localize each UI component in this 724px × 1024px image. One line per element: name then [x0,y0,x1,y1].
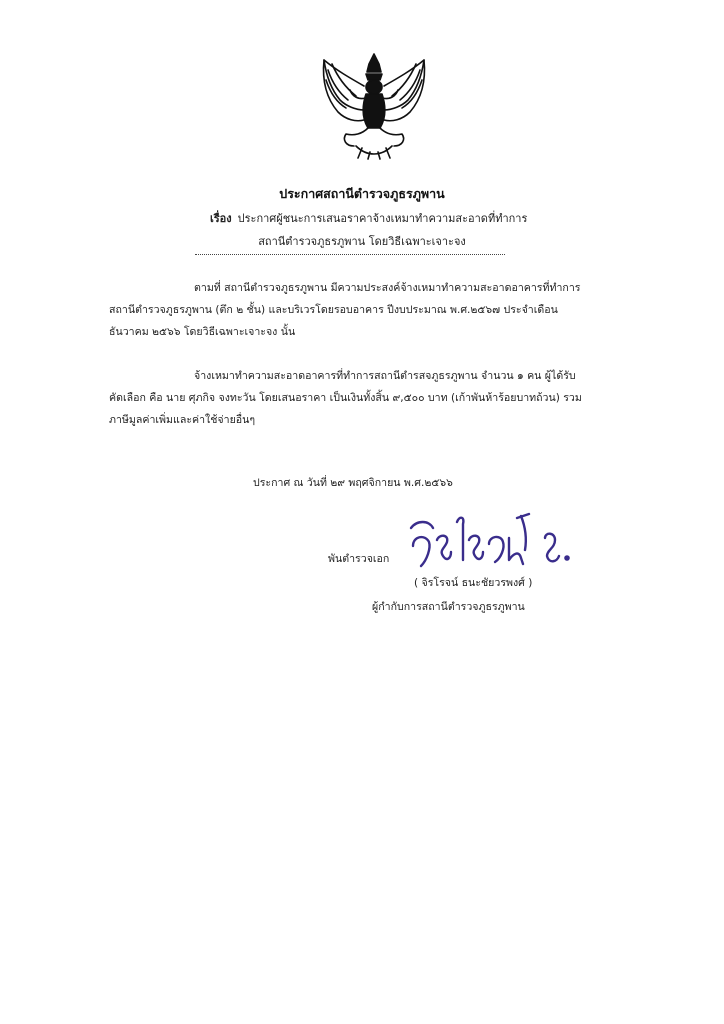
subject-line [210,209,527,227]
announcement-date: ประกาศ ณ วันที่ ๒๙ พฤศจิกายน พ.ศ.๒๕๖๖ [253,477,453,489]
paragraph1-line2: สถานีตำรวจภูธรภูพาน (ตึก ๒ ชั้น) และบริเวรโดยรอบอาคาร ปีงบประมาณ พ.ศ.๒๕๖๗ ประจำเดือน [109,304,558,316]
signer-rank: พันตำรวจเอก [328,553,390,565]
subject-text-line1: ประกาศผู้ชนะการเสนอราคาจ้างเหมาทำความสะอาดที่ทำการ [237,212,528,225]
announcement-title: ประกาศสถานีตำรวจภูธรภูพาน [279,186,445,201]
subject-text-line2: สถานีตำรวจภูธรภูพาน โดยวิธีเฉพาะเจาะจง [258,235,466,248]
paragraph2-line1: จ้างเหมาทำความสะอาดอาคารที่ทำการสถานีตำรสจภูธรภูพาน จำนวน ๑ คน ผู้ได้รับ [194,370,576,382]
paragraph2-line2: คัดเลือก คือ นาย ศุภกิจ จงทะวัน โดยเสนอราคา เป็นเงินทั้งสิ้น ๙,๕๐๐ บาท (เก้าพันห้าร้อยบาทถ้วน) รวม [109,392,582,404]
subject-label: เรื่อง [210,212,232,225]
handwritten-signature [405,510,575,576]
garuda-emblem-icon [312,50,436,160]
signer-name: ( จิรโรจน์ ธนะชัยวรพงศ์ ) [414,577,533,589]
paragraph1-line1: ตามที่ สถานีตำรวจภูธรภูพาน มีความประสงค์จ้างเหมาทำความสะอาดอาคารที่ทำการ [194,282,581,294]
paragraph1-line3: ธันวาคม ๒๕๖๖ โดยวิธีเฉพาะเจาะจง นั้น [109,326,296,338]
paragraph2-line3: ภาษีมูลค่าเพิ่มและค่าใช้จ่ายอื่นๆ [109,414,256,426]
dotted-divider [195,254,505,255]
signer-position: ผู้กำกับการสถานีตำรวจภูธรภูพาน [372,601,525,613]
